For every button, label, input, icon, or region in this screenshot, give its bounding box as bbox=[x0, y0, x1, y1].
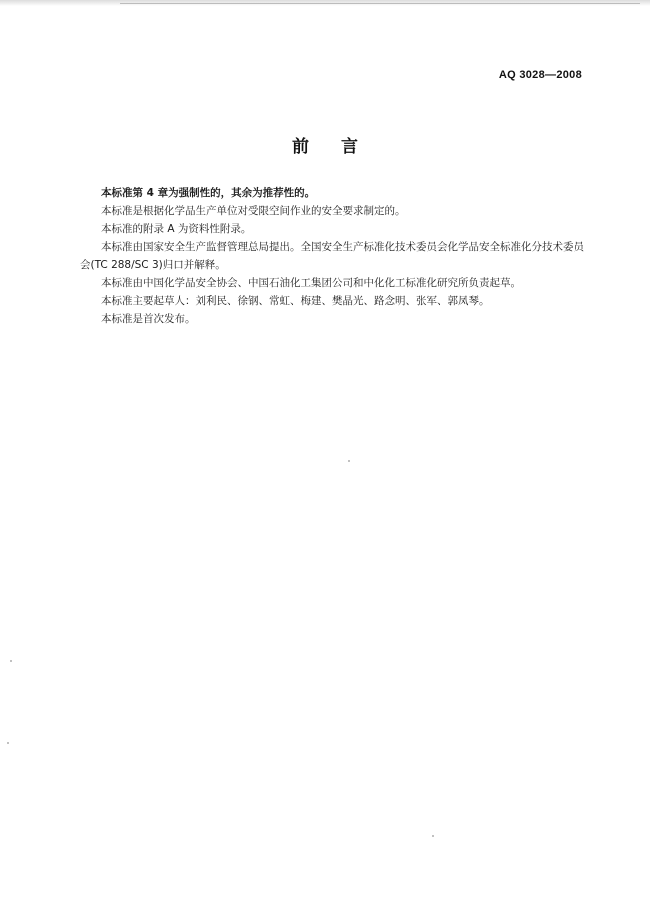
scan-artifact-line bbox=[120, 3, 640, 4]
page-title bbox=[0, 132, 650, 157]
paragraph-drafters: 本标准主要起草人：刘利民、徐钢、常虹、梅建、樊晶光、路念明、张军、郭凤琴。 bbox=[101, 295, 490, 307]
paragraph-drafting-units: 本标准由中国化学品安全协会、中国石油化工集团公司和中化化工标准化研究所负责起草。 bbox=[101, 277, 521, 289]
foreword-body bbox=[80, 184, 586, 328]
scan-speck bbox=[7, 742, 9, 744]
paragraph-first-release: 本标准是首次发布。 bbox=[101, 313, 196, 325]
scan-speck bbox=[348, 460, 350, 462]
paragraph-mandatory-chapter: 本标准第 4 章为强制性的，其余为推荐性的。 bbox=[101, 187, 316, 199]
title-char-2: 言 bbox=[341, 137, 358, 157]
paragraph-proposer: 本标准由国家安全生产监督管理总局提出。全国安全生产标准化技术委员会化学品安全标准化分技术委员会(TC 288/SC 3)归口并解释。 bbox=[80, 241, 584, 271]
paragraph-appendix: 本标准的附录 A 为资料性附录。 bbox=[101, 223, 252, 235]
scan-speck bbox=[10, 660, 12, 662]
scan-speck bbox=[432, 835, 434, 837]
document-code: AQ 3028—2008 bbox=[498, 69, 582, 81]
paragraph-basis: 本标准是根据化学品生产单位对受限空间作业的安全要求制定的。 bbox=[101, 205, 406, 217]
title-char-1: 前 bbox=[292, 137, 309, 157]
